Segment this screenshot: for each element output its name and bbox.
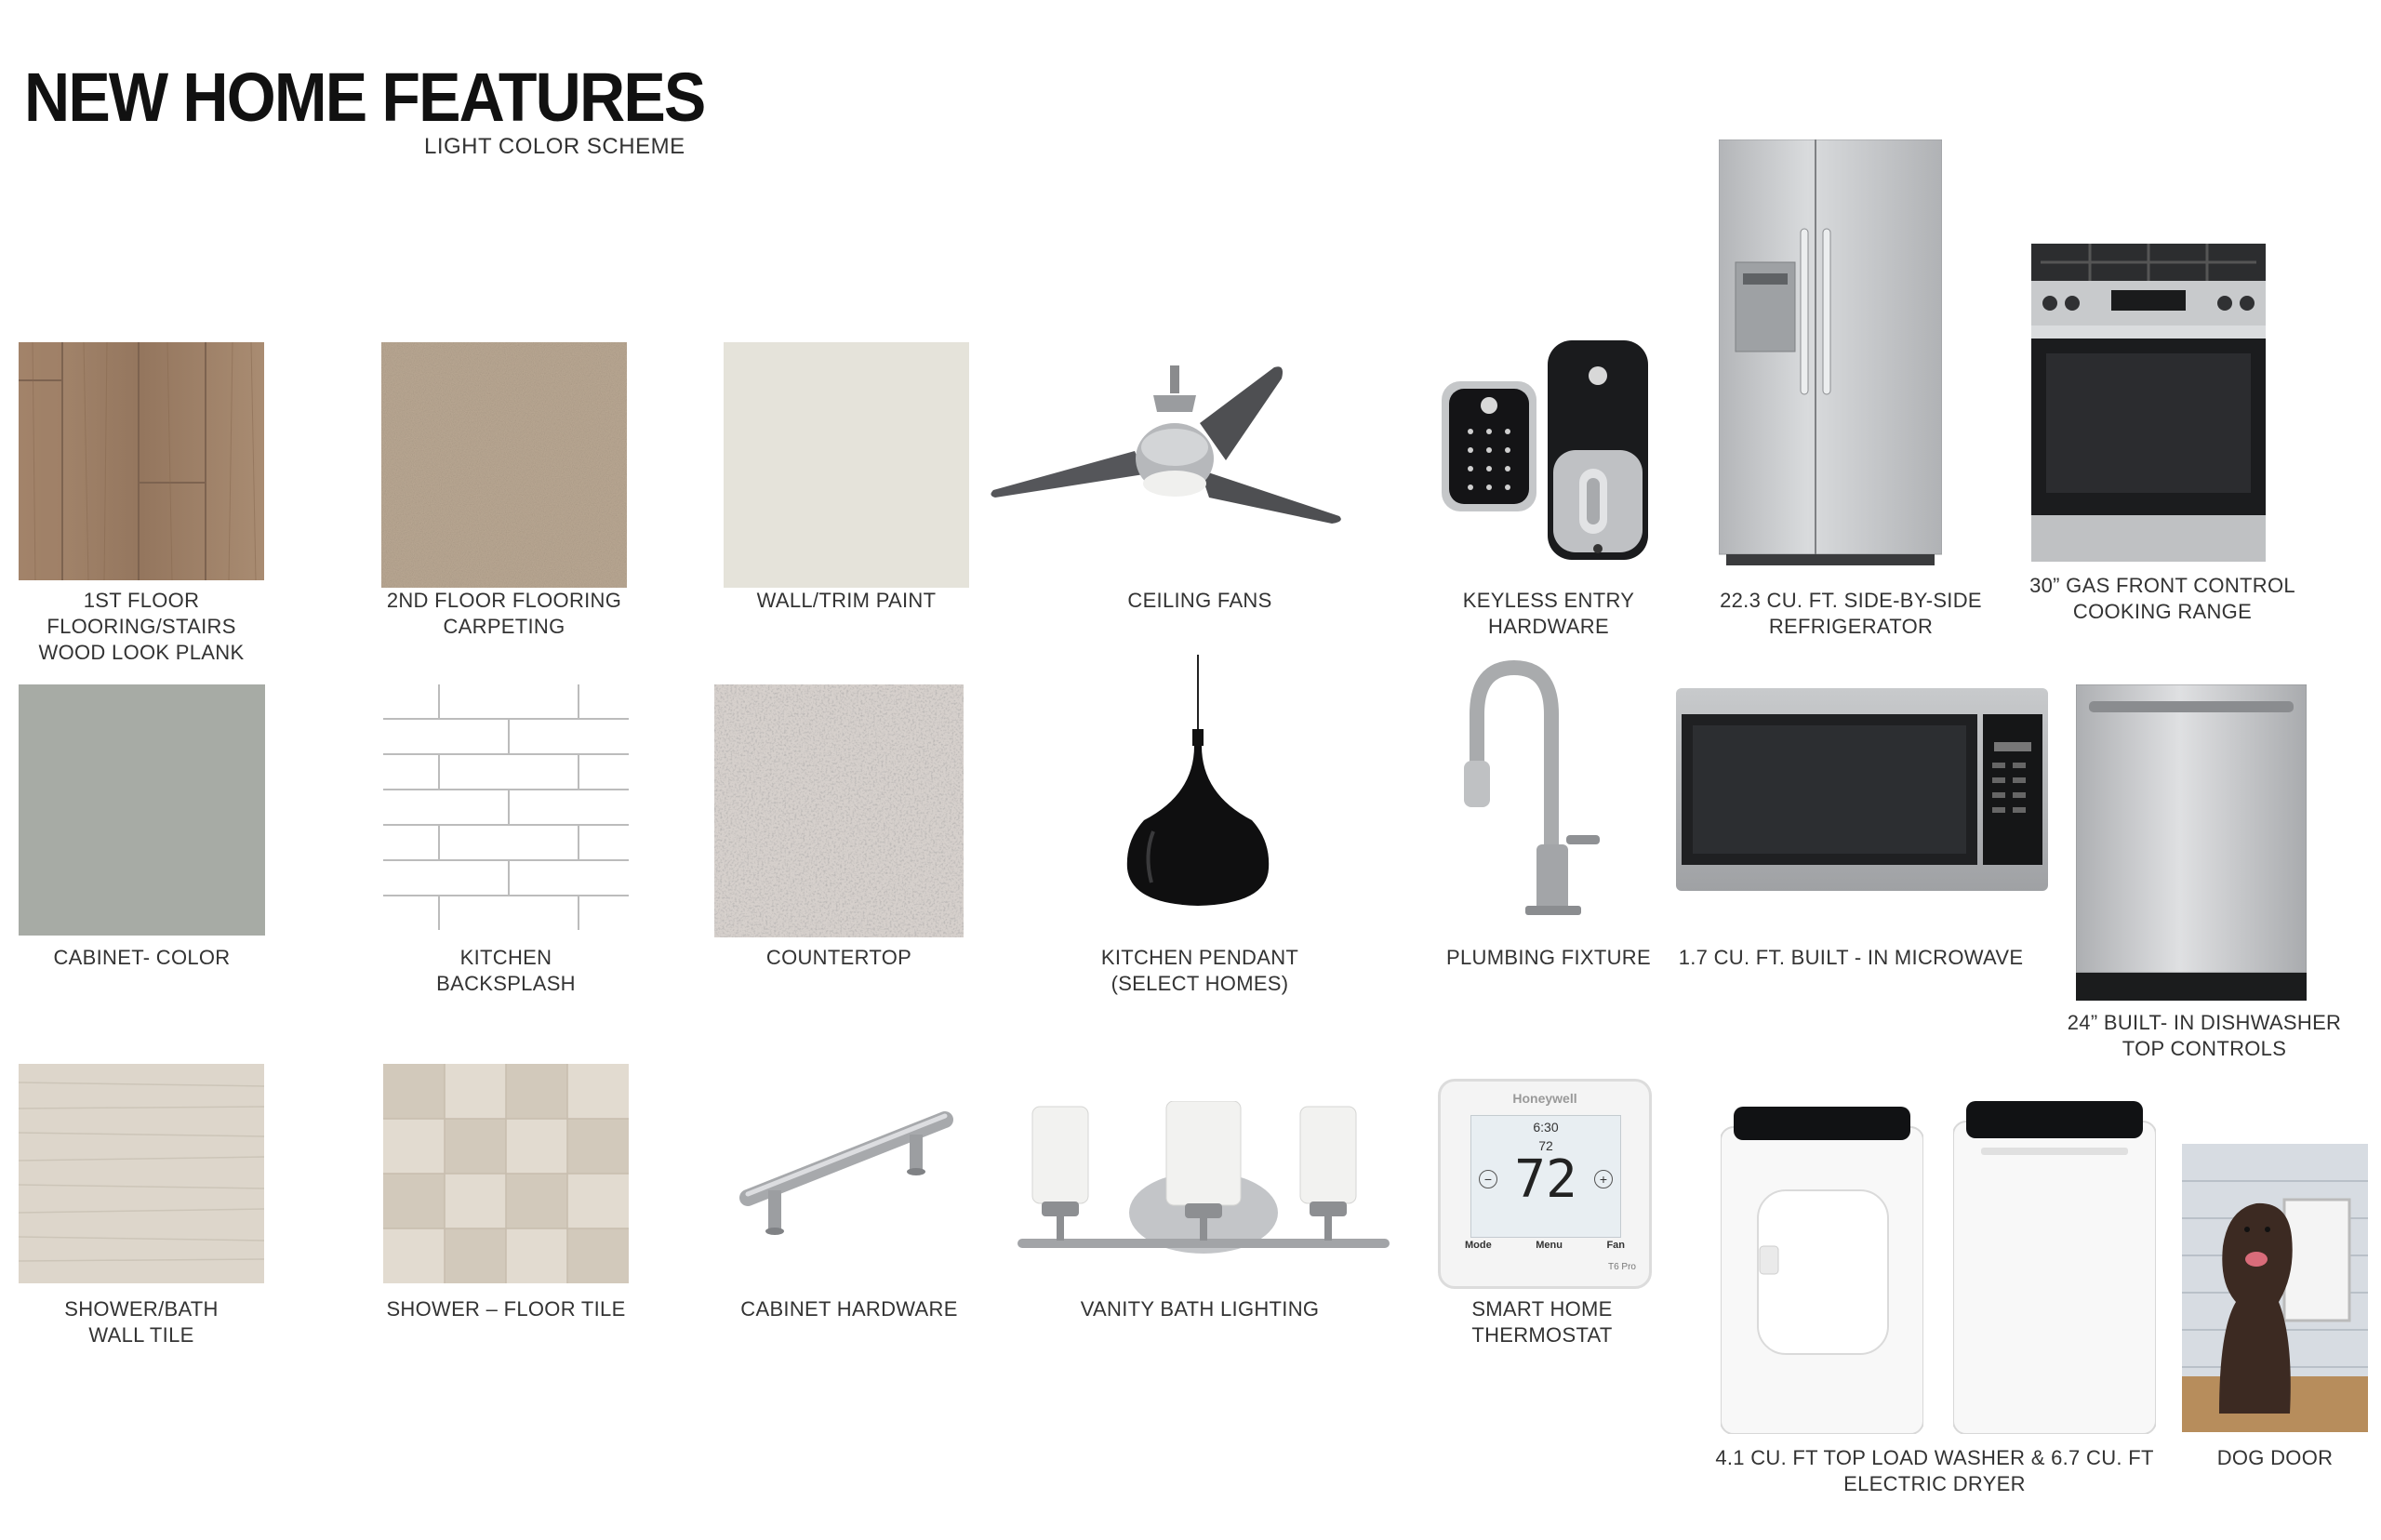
minus-icon: − <box>1479 1170 1497 1188</box>
mode-button: Mode <box>1465 1240 1492 1251</box>
hardware-caption: CABINET HARDWARE <box>740 1297 958 1321</box>
thermostat-image <box>1438 1079 1652 1289</box>
carpet-swatch <box>381 342 627 588</box>
microwave-image <box>1676 688 2048 891</box>
dishwasher-image <box>2076 684 2307 1001</box>
pendant-caption: KITCHEN PENDANT (SELECT HOMES) <box>1100 946 1299 995</box>
countertop-swatch <box>714 684 964 937</box>
laundry-caption: 4.1 CU. FT TOP LOAD WASHER & 6.7 CU. FT ELECTRIC DRYER <box>1715 1446 2154 1495</box>
wall-tile-swatch <box>19 1064 264 1283</box>
thermostat-screen <box>1470 1115 1621 1238</box>
paint-swatch <box>724 342 969 588</box>
vanity-light-image <box>1018 1101 1390 1257</box>
refrigerator-image <box>1719 139 1942 565</box>
fan-button: Fan <box>1606 1240 1625 1251</box>
floor-tile-swatch <box>383 1064 629 1283</box>
gas-range-image <box>2031 244 2266 562</box>
microwave-caption: 1.7 CU. FT. BUILT - IN MICROWAVE <box>1678 946 2024 969</box>
thermostat-temp: 72 <box>1514 1149 1577 1210</box>
backsplash-swatch <box>383 684 629 930</box>
fans-caption: CEILING FANS <box>1127 589 1272 612</box>
faucet-image <box>1440 658 1607 919</box>
plumbing-caption: PLUMBING FIXTURE <box>1446 946 1651 969</box>
menu-button: Menu <box>1536 1240 1563 1251</box>
dog-door-image <box>2182 1144 2368 1432</box>
keyless-entry-image <box>1440 339 1665 562</box>
backsplash-caption: KITCHEN BACKSPLASH <box>436 946 576 995</box>
plus-icon: + <box>1594 1170 1613 1188</box>
keyless-caption: KEYLESS ENTRY HARDWARE <box>1462 589 1635 638</box>
cabinet-color-caption: CABINET- COLOR <box>53 946 231 969</box>
pendant-light-image <box>1116 655 1284 915</box>
thermostat-brand: Honeywell <box>1512 1091 1577 1106</box>
flooring1-caption: 1ST FLOOR FLOORING/STAIRS WOOD LOOK PLANK <box>38 589 245 664</box>
cabinet-color-swatch <box>19 684 265 936</box>
floor-tile-caption: SHOWER – FLOOR TILE <box>386 1297 626 1321</box>
countertop-caption: COUNTERTOP <box>765 946 912 969</box>
dryer-image <box>1721 1107 1923 1434</box>
dog-door-caption: DOG DOOR <box>2216 1446 2334 1469</box>
washer-image <box>1953 1101 2156 1434</box>
cabinet-pull-image <box>735 1107 958 1246</box>
paint-caption: WALL/TRIM PAINT <box>756 589 937 612</box>
thermostat-series: T6 Pro <box>1607 1262 1636 1272</box>
thermostat-setpoint: 72 <box>1538 1138 1553 1153</box>
page-title: NEW HOME FEATURES <box>24 59 705 136</box>
vanity-caption: VANITY BATH LIGHTING <box>1080 1297 1320 1321</box>
range-caption: 30” GAS FRONT CONTROL COOKING RANGE <box>2029 574 2295 623</box>
page-subtitle: LIGHT COLOR SCHEME <box>424 134 685 159</box>
dishwasher-caption: 24” BUILT- IN DISHWASHER TOP CONTROLS <box>2067 1011 2342 1060</box>
thermostat-caption: SMART HOME THERMOSTAT <box>1471 1297 1613 1347</box>
fridge-caption: 22.3 CU. FT. SIDE-BY-SIDE REFRIGERATOR <box>1720 589 1982 638</box>
flooring2-caption: 2ND FLOOR FLOORING CARPETING <box>386 589 622 638</box>
thermostat-buttons <box>1465 1240 1625 1251</box>
ceiling-fan-image <box>986 358 1349 544</box>
thermostat-time: 6:30 <box>1533 1120 1559 1135</box>
wall-tile-caption: SHOWER/BATH WALL TILE <box>64 1297 219 1347</box>
wood-plank-swatch <box>19 342 264 580</box>
